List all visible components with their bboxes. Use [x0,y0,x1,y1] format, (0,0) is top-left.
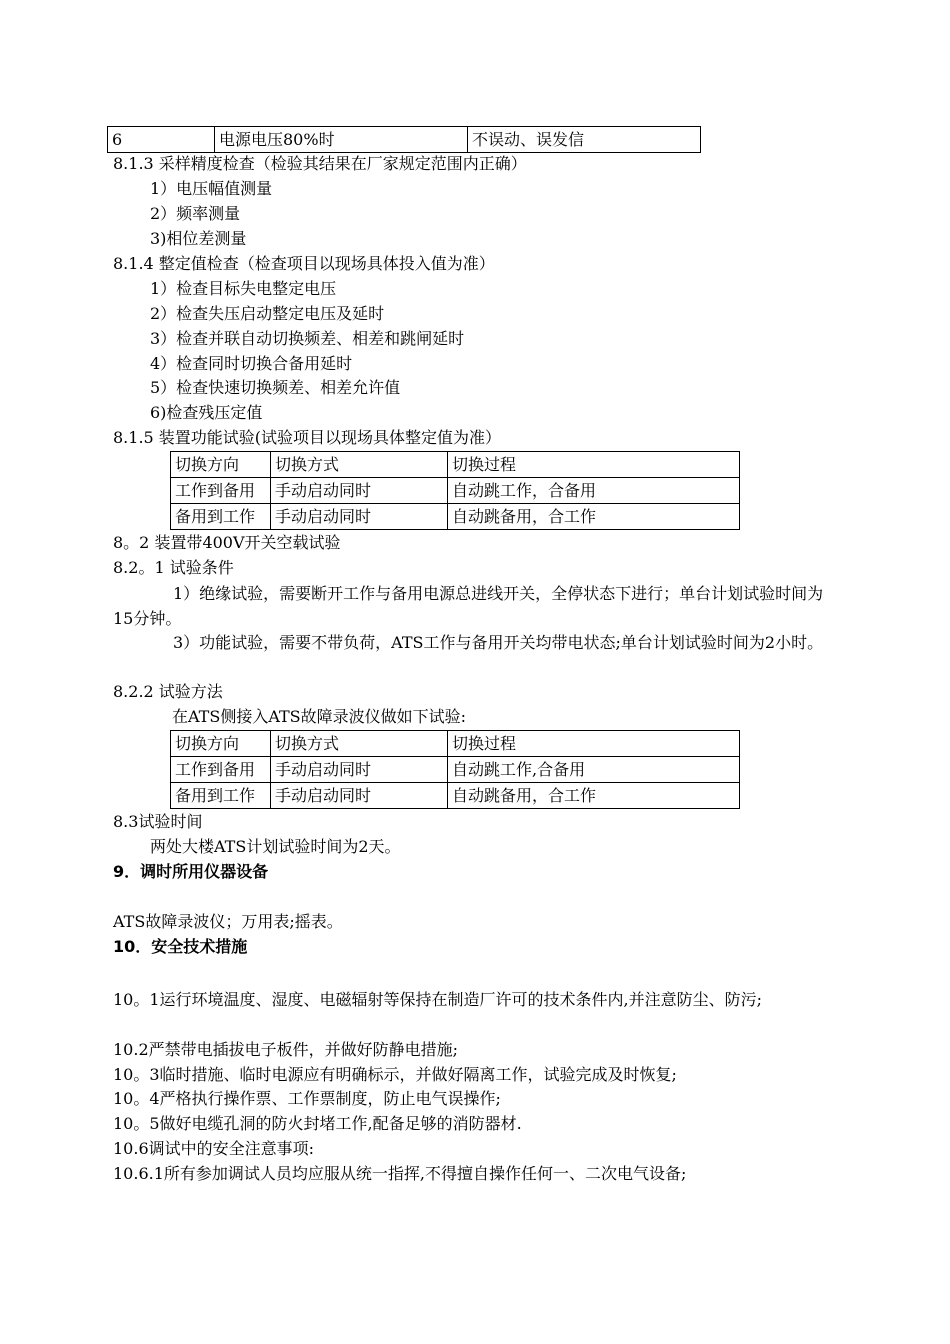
table-row [171,783,740,809]
section-heading-8-1-3: 8.1.3 采样精度检查（检验其结果在厂家规定范围内正确） [113,154,527,173]
table-header-cell: 切换方式 [271,731,448,757]
paragraph-function-test: 3）功能试验，需要不带负荷，ATS工作与备用开关均带电状态;单台计划试验时间为2小时。 [173,633,824,652]
list-item: 6)检查残压定值 [150,403,263,422]
list-item: 2）频率测量 [150,204,241,223]
table-cell: 自动跳备用，合工作 [448,504,740,530]
function-test-table [170,451,740,530]
table-cell: 自动跳备用，合工作 [448,783,740,809]
section-heading-8-1-5: 8.1.5 装置功能试验(试验项目以现场具体整定值为准） [113,428,502,447]
instrument-list: ATS故障录波仪；万用表;摇表。 [113,912,343,931]
list-item: 2）检查失压启动整定电压及延时 [150,304,385,323]
list-item: 3)相位差测量 [150,229,247,248]
table-row [171,731,740,757]
section-heading-9: 9．调时所用仪器设备 [113,862,269,881]
safety-item-10-3: 10。3临时措施、临时电源应有明确标示，并做好隔离工作，试验完成及时恢复; [113,1065,677,1084]
test-method-intro: 在ATS侧接入ATS故障录波仪做如下试验: [172,707,467,726]
table-cell: 手动启动同时 [271,504,448,530]
list-item: 4）检查同时切换合备用延时 [150,354,353,373]
section-heading-8-3: 8.3试验时间 [113,812,203,831]
table-header-cell: 切换方向 [171,452,271,478]
table-header-cell: 切换方向 [171,731,271,757]
safety-item-10-4: 10。4严格执行操作票、工作票制度，防止电气误操作; [113,1089,501,1108]
safety-item-10-5: 10。5做好电缆孔洞的防火封堵工作,配备足够的消防器材. [113,1114,522,1133]
table-cell: 电源电压80%时 [215,127,468,153]
table-cell: 工作到备用 [171,757,271,783]
test-method-table [170,730,740,809]
table-cell: 手动启动同时 [271,783,448,809]
list-item: 1）检查目标失电整定电压 [150,279,337,298]
list-item: 5）检查快速切换频差、相差允许值 [150,378,401,397]
safety-item-10-6-1: 10.6.1所有参加调试人员均应服从统一指挥,不得擅自操作任何一、二次电气设备; [113,1164,687,1183]
safety-item-10-2: 10.2严禁带电插拔电子板件，并做好防静电措施; [113,1040,459,1059]
safety-item-10-6: 10.6调试中的安全注意事项: [113,1139,315,1158]
table-cell: 备用到工作 [171,504,271,530]
table-cell: 手动启动同时 [271,478,448,504]
table-header-cell: 切换方式 [271,452,448,478]
table-row [171,757,740,783]
safety-item-10-1: 10。1运行环境温度、湿度、电磁辐射等保持在制造厂许可的技术条件内,并注意防尘、防污; [113,990,763,1009]
table-cell: 手动启动同时 [271,757,448,783]
table-row [171,504,740,530]
table-row [108,127,701,153]
check-table-continued [107,126,701,153]
section-heading-8-2: 8。2 装置带400V开关空载试验 [113,533,341,552]
list-item: 3）检查并联自动切换频差、相差和跳闸延时 [150,329,465,348]
paragraph-insulation-test: 1）绝缘试验，需要断开工作与备用电源总进线开关，全停状态下进行；单台计划试验时间为15分钟。 [113,584,824,628]
section-heading-8-2-1: 8.2。1 试验条件 [113,558,234,577]
test-duration-text: 两处大楼ATS计划试验时间为2天。 [150,837,401,856]
table-cell: 自动跳工作，合备用 [448,478,740,504]
table-cell: 6 [108,127,215,153]
table-cell: 自动跳工作,合备用 [448,757,740,783]
section-heading-8-1-4: 8.1.4 整定值检查（检查项目以现场具体投入值为准） [113,254,495,273]
table-cell: 备用到工作 [171,783,271,809]
section-heading-10: 10．安全技术措施 [113,937,248,956]
table-cell: 不误动、误发信 [468,127,701,153]
list-item: 1）电压幅值测量 [150,179,273,198]
table-cell: 工作到备用 [171,478,271,504]
table-row [171,478,740,504]
table-header-cell: 切换过程 [448,452,740,478]
table-row [171,452,740,478]
table-header-cell: 切换过程 [448,731,740,757]
section-heading-8-2-2: 8.2.2 试验方法 [113,682,223,701]
